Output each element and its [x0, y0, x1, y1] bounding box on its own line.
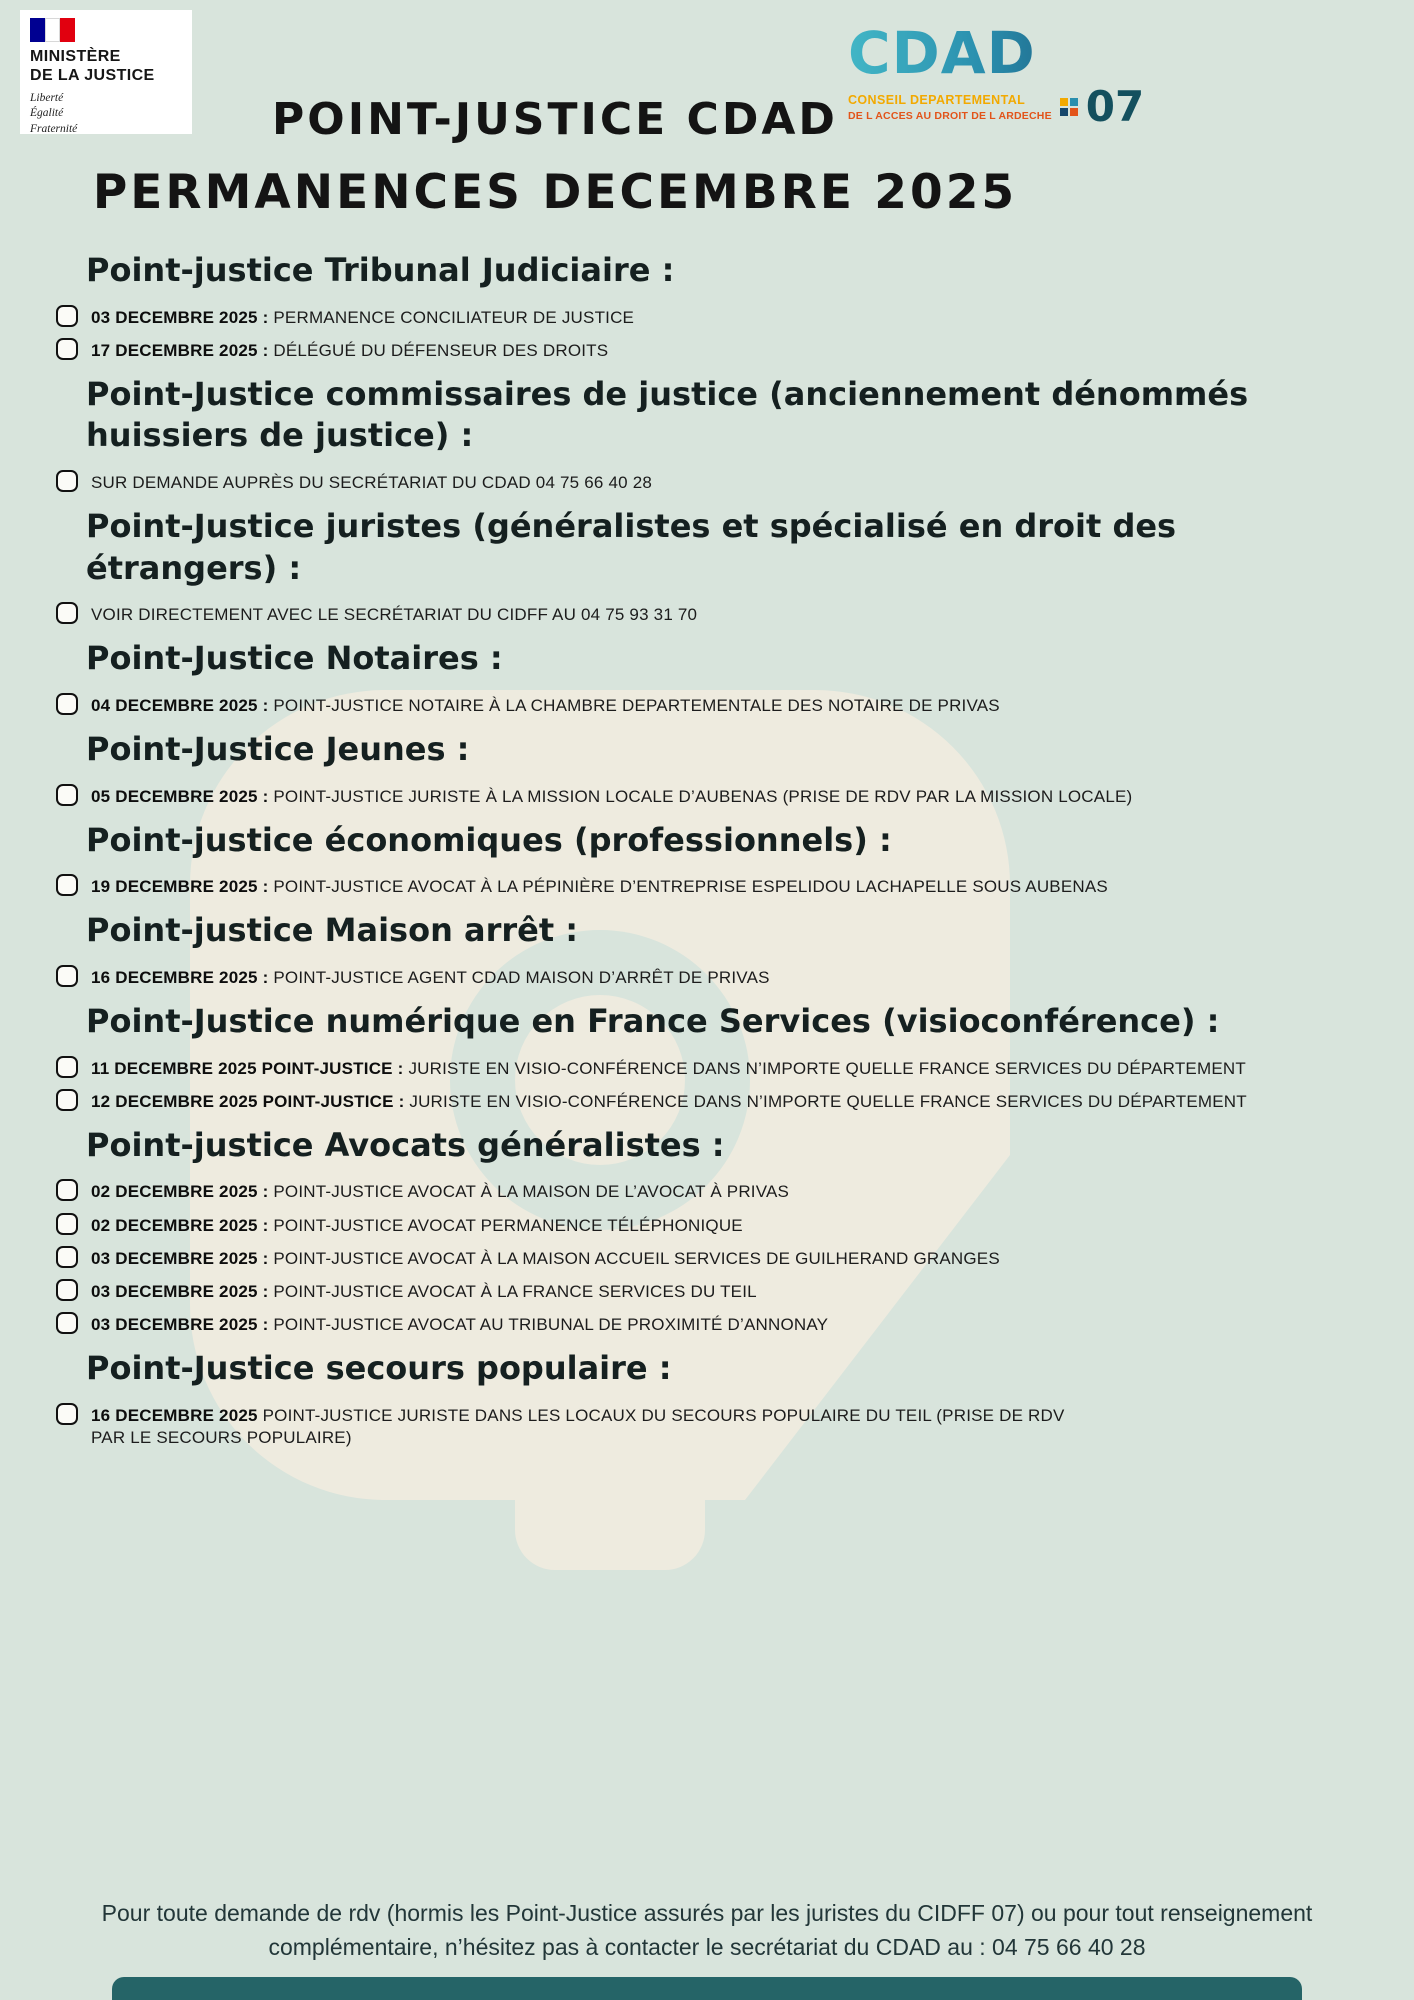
section-tribunal-judiciaire — [0, 250, 1414, 362]
item-text — [91, 873, 1108, 898]
schedule-item — [56, 1178, 1414, 1203]
french-flag-icon — [30, 18, 182, 42]
item-date: 17 DECEMBRE 2025 : — [91, 340, 269, 360]
item-date: 03 DECEMBRE 2025 : — [91, 307, 269, 327]
item-text — [91, 1212, 743, 1237]
item-date: 04 DECEMBRE 2025 : — [91, 695, 269, 715]
section-heading: Point-Justice commissaires de justice (anciennement dénommés huissiers de justice) : — [86, 374, 1249, 455]
section-economiques — [0, 820, 1414, 899]
item-desc: POINT-JUSTICE AVOCAT PERMANENCE TÉLÉPHONIQUE — [273, 1215, 743, 1235]
footer-note-line2: complémentaire, n’hésitez pas à contacter le secrétariat du CDAD au : 04 75 66 40 28 — [268, 1933, 1146, 1960]
item-desc: POINT-JUSTICE AVOCAT À LA MAISON ACCUEIL SERVICES DE GUILHERAND GRANGES — [273, 1248, 1000, 1268]
item-date: 16 DECEMBRE 2025 — [91, 1405, 258, 1425]
schedule-item — [56, 1311, 1414, 1336]
item-desc: POINT-JUSTICE AVOCAT AU TRIBUNAL DE PROXIMITÉ D’ANNONAY — [273, 1314, 829, 1334]
checkbox[interactable] — [56, 1056, 78, 1078]
item-desc: JURISTE EN VISIO-CONFÉRENCE DANS N’IMPORTE QUELLE FRANCE SERVICES DU DÉPARTEMENT — [408, 1058, 1246, 1078]
item-desc: PERMANENCE CONCILIATEUR DE JUSTICE — [273, 307, 635, 327]
section-heading: Point-justice Avocats généralistes : — [86, 1125, 725, 1164]
section-heading: Point-Justice numérique en France Services (visioconférence) : — [86, 1002, 1220, 1041]
motto-liberte: Liberté — [30, 91, 64, 104]
item-text — [91, 1311, 828, 1336]
ministry-motto — [30, 91, 182, 138]
checkbox[interactable] — [56, 784, 78, 806]
cdad-pixel-mosaic-icon — [1060, 98, 1078, 116]
schedule-item — [56, 1245, 1414, 1270]
item-desc: SUR DEMANDE AUPRÈS DU SECRÉTARIAT DU CDAD 04 75 66 40 28 — [91, 472, 653, 492]
checkbox[interactable] — [56, 1213, 78, 1235]
schedule-item — [56, 692, 1414, 717]
motto-fraternite: Fraternité — [30, 122, 78, 135]
schedule-item — [56, 1278, 1414, 1303]
checkbox[interactable] — [56, 338, 78, 360]
item-desc: JURISTE EN VISIO-CONFÉRENCE DANS N’IMPORTE QUELLE FRANCE SERVICES DU DÉPARTEMENT — [409, 1091, 1247, 1111]
item-desc: POINT-JUSTICE JURISTE DANS LES LOCAUX DU SECOURS POPULAIRE DU TEIL (PRISE DE RDV PAR LE SECOURS POPULAIRE) — [91, 1405, 1065, 1447]
schedule-item — [56, 964, 1414, 989]
checkbox[interactable] — [56, 470, 78, 492]
item-text — [91, 1245, 1000, 1270]
section-heading: Point-justice Maison arrêt : — [86, 911, 579, 950]
section-heading: Point-Justice juristes (généralistes et spécialisé en droit des étrangers) : — [86, 507, 1177, 587]
schedule-item — [56, 304, 1414, 329]
section-commissaires-justice — [0, 374, 1414, 494]
item-text — [91, 783, 1132, 808]
checkbox[interactable] — [56, 1312, 78, 1334]
section-heading: Point-justice Tribunal Judiciaire : — [86, 251, 675, 289]
item-desc: POINT-JUSTICE AVOCAT À LA FRANCE SERVICES DU TEIL — [273, 1281, 757, 1301]
cdad-subtitle-line2: DE L ACCES AU DROIT DE L ARDECHE — [848, 109, 1052, 122]
bottom-accent-bar — [112, 1977, 1302, 2000]
item-text — [91, 304, 634, 329]
item-date: 02 DECEMBRE 2025 : — [91, 1182, 269, 1202]
ministry-name-line2: DE LA JUSTICE — [30, 66, 155, 84]
cdad-logo — [848, 19, 1145, 131]
item-text — [91, 337, 608, 362]
cdad-subtitle — [848, 93, 1052, 122]
item-date: 11 DECEMBRE 2025 POINT-JUSTICE : — [91, 1058, 404, 1078]
cdad-subtitle-line1: CONSEIL DEPARTEMENTAL — [848, 92, 1026, 107]
ministry-justice-logo — [20, 10, 192, 134]
schedule-item — [56, 1088, 1414, 1113]
schedule-item — [56, 1055, 1414, 1080]
item-text — [91, 1278, 757, 1303]
item-desc: VOIR DIRECTEMENT AVEC LE SECRÉTARIAT DU CIDFF AU 04 75 93 31 70 — [91, 605, 698, 625]
checkbox[interactable] — [56, 1179, 78, 1201]
checkbox[interactable] — [56, 1246, 78, 1268]
item-desc: POINT-JUSTICE AGENT CDAD MAISON D’ARRÊT DE PRIVAS — [273, 968, 770, 987]
motto-egalite: Égalité — [30, 107, 64, 120]
checkbox[interactable] — [56, 1089, 78, 1111]
schedule-item — [56, 873, 1414, 898]
section-maison-arret — [0, 910, 1414, 989]
section-secours-populaire — [0, 1348, 1414, 1449]
section-numerique-france-services — [0, 1001, 1414, 1113]
section-heading: Point-Justice Jeunes : — [86, 730, 470, 769]
checkbox[interactable] — [56, 693, 78, 715]
item-desc: DÉLÉGUÉ DU DÉFENSEUR DES DROITS — [273, 340, 609, 360]
item-text — [91, 1055, 1246, 1080]
footer-note — [0, 1897, 1414, 1964]
item-desc: POINT-JUSTICE AVOCAT À LA MAISON DE L’AVOCAT À PRIVAS — [273, 1182, 790, 1202]
section-heading: Point-justice économiques (professionnels) : — [86, 820, 892, 859]
item-text — [91, 469, 652, 494]
section-juristes — [0, 506, 1414, 626]
item-date: 03 DECEMBRE 2025 : — [91, 1248, 269, 1268]
schedule-item — [56, 601, 1414, 626]
section-avocats-generalistes — [0, 1125, 1414, 1336]
section-notaires — [0, 638, 1414, 717]
checkbox[interactable] — [56, 305, 78, 327]
schedule-item — [56, 783, 1414, 808]
checkbox[interactable] — [56, 1403, 78, 1425]
schedule-item — [56, 469, 1414, 494]
cdad-acronym: CDAD — [848, 24, 1144, 82]
item-text — [91, 1402, 1081, 1449]
footer-note-line1: Pour toute demande de rdv (hormis les Point-Justice assurés par les juristes du CIDFF 07) ou pour tout renseignement — [101, 1900, 1313, 1927]
item-text — [91, 964, 770, 989]
section-heading: Point-Justice secours populaire : — [86, 1348, 672, 1387]
item-desc: POINT-JUSTICE NOTAIRE À LA CHAMBRE DEPARTEMENTALE DES NOTAIRE DE PRIVAS — [273, 695, 1000, 715]
item-text — [91, 1178, 789, 1203]
ministry-name-line1: MINISTÈRE — [30, 48, 121, 65]
checkbox[interactable] — [56, 965, 78, 987]
schedule-item — [56, 1212, 1414, 1237]
schedule-item — [56, 1402, 1414, 1449]
title-line-1: POINT-JUSTICE CDAD — [272, 94, 838, 145]
item-date: 19 DECEMBRE 2025 : — [91, 877, 269, 897]
checkbox[interactable] — [56, 602, 78, 624]
item-date: 05 DECEMBRE 2025 : — [91, 786, 269, 806]
schedule-item — [56, 337, 1414, 362]
cdad-department-number: 07 — [1085, 82, 1145, 131]
checkbox[interactable] — [56, 874, 78, 896]
section-jeunes — [0, 729, 1414, 808]
item-text — [91, 601, 697, 626]
checkbox[interactable] — [56, 1279, 78, 1301]
item-date: 16 DECEMBRE 2025 : — [91, 968, 269, 987]
item-desc: POINT-JUSTICE AVOCAT À LA PÉPINIÈRE D’ENTREPRISE ESPELIDOU LACHAPELLE SOUS AUBENAS — [273, 877, 1108, 897]
item-date: 12 DECEMBRE 2025 POINT-JUSTICE : — [91, 1091, 405, 1111]
item-date: 02 DECEMBRE 2025 : — [91, 1215, 269, 1235]
item-date: 03 DECEMBRE 2025 : — [91, 1281, 269, 1301]
item-date: 03 DECEMBRE 2025 : — [91, 1314, 269, 1334]
section-heading: Point-Justice Notaires : — [86, 639, 503, 678]
title-line-2: PERMANENCES DECEMBRE 2025 — [92, 165, 1018, 220]
item-desc: POINT-JUSTICE JURISTE À LA MISSION LOCALE D’AUBENAS (PRISE DE RDV PAR LA MISSION LOCALE) — [273, 786, 1133, 806]
item-text — [91, 692, 1000, 717]
item-text — [91, 1088, 1247, 1113]
